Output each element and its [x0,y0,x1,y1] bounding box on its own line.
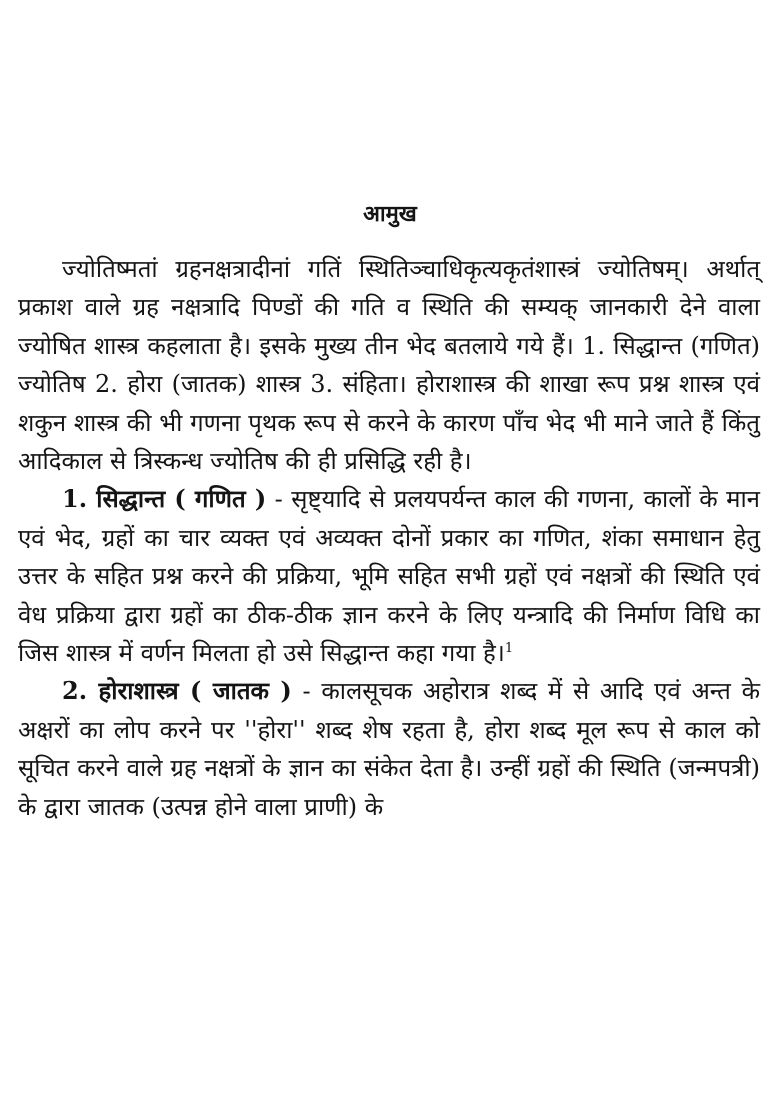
section-siddhanta-heading: 1. सिद्धान्त ( गणित ) [62,484,267,514]
section-siddhanta-paragraph [18,480,760,672]
section-hora-body: - कालसूचक अहोरात्र शब्द में से आदि एवं अन्त के अक्षरों का लोप करने पर ''होरा'' शब्द शेष रहता है, होरा शब्द मूल रूप से काल को सूचित करने वाले ग्रह नक्षत्रों के ज्ञान का संकेत देता है। उन्हीं ग्रहों की स्थिति (जन्मपत्री) के द्वारा जातक (उत्पन्न होने वाला प्राणी) के [18,677,760,821]
section-hora-paragraph [18,672,760,826]
intro-paragraph: ज्योतिष्मतां ग्रहनक्षत्रादीनां गतिं स्थितिञ्चाधिकृत्यकृतंशास्त्रं ज्योतिषम्। अर्थात् प्रकाश वाले ग्रह नक्षत्रादि पिण्डों की गति व स्थिति की सम्यक् जानकारी देने वाला ज्योषित शास्त्र कहलाता है। इसके मुख्य तीन भेद बतलाये गये हैं। 1. सिद्धान्त (गणित) ज्योतिष 2. होरा (जातक) शास्त्र 3. संहिता। होराशास्त्र की शाखा रूप प्रश्न शास्त्र एवं शकुन शास्त्र की भी गणना पृथक रूप से करने के कारण पाँच भेद भी माने जाते हैं किंतु आदिकाल से त्रिस्कन्ध ज्योतिष की ही प्रसिद्धि रही है। [18,255,760,476]
body-text [18,250,760,826]
section-hora-heading: 2. होराशास्त्र ( जातक ) [62,676,292,706]
footnote-marker: 1 [504,641,514,657]
page-title: आमुख [363,201,417,227]
section-siddhanta-body: - सृष्ट्यादि से प्रलयपर्यन्त काल की गणना, कालों के मान एवं भेद, ग्रहों का चार व्यक्त एवं अव्यक्त दोनों प्रकार का गणित, शंका समाधान हेतु उत्तर के सहित प्रश्न करने की प्रक्रिया, भूमि सहित सभी ग्रहों एवं नक्षत्रों की स्थिति एवं वेध प्रक्रिया द्वारा ग्रहों का ठीक-ठीक ज्ञान करने के लिए यन्त्रादि की निर्माण विधि का जिस शास्त्र में वर्णन मिलता हो उसे सिद्धान्त कहा गया है। [18,485,760,668]
